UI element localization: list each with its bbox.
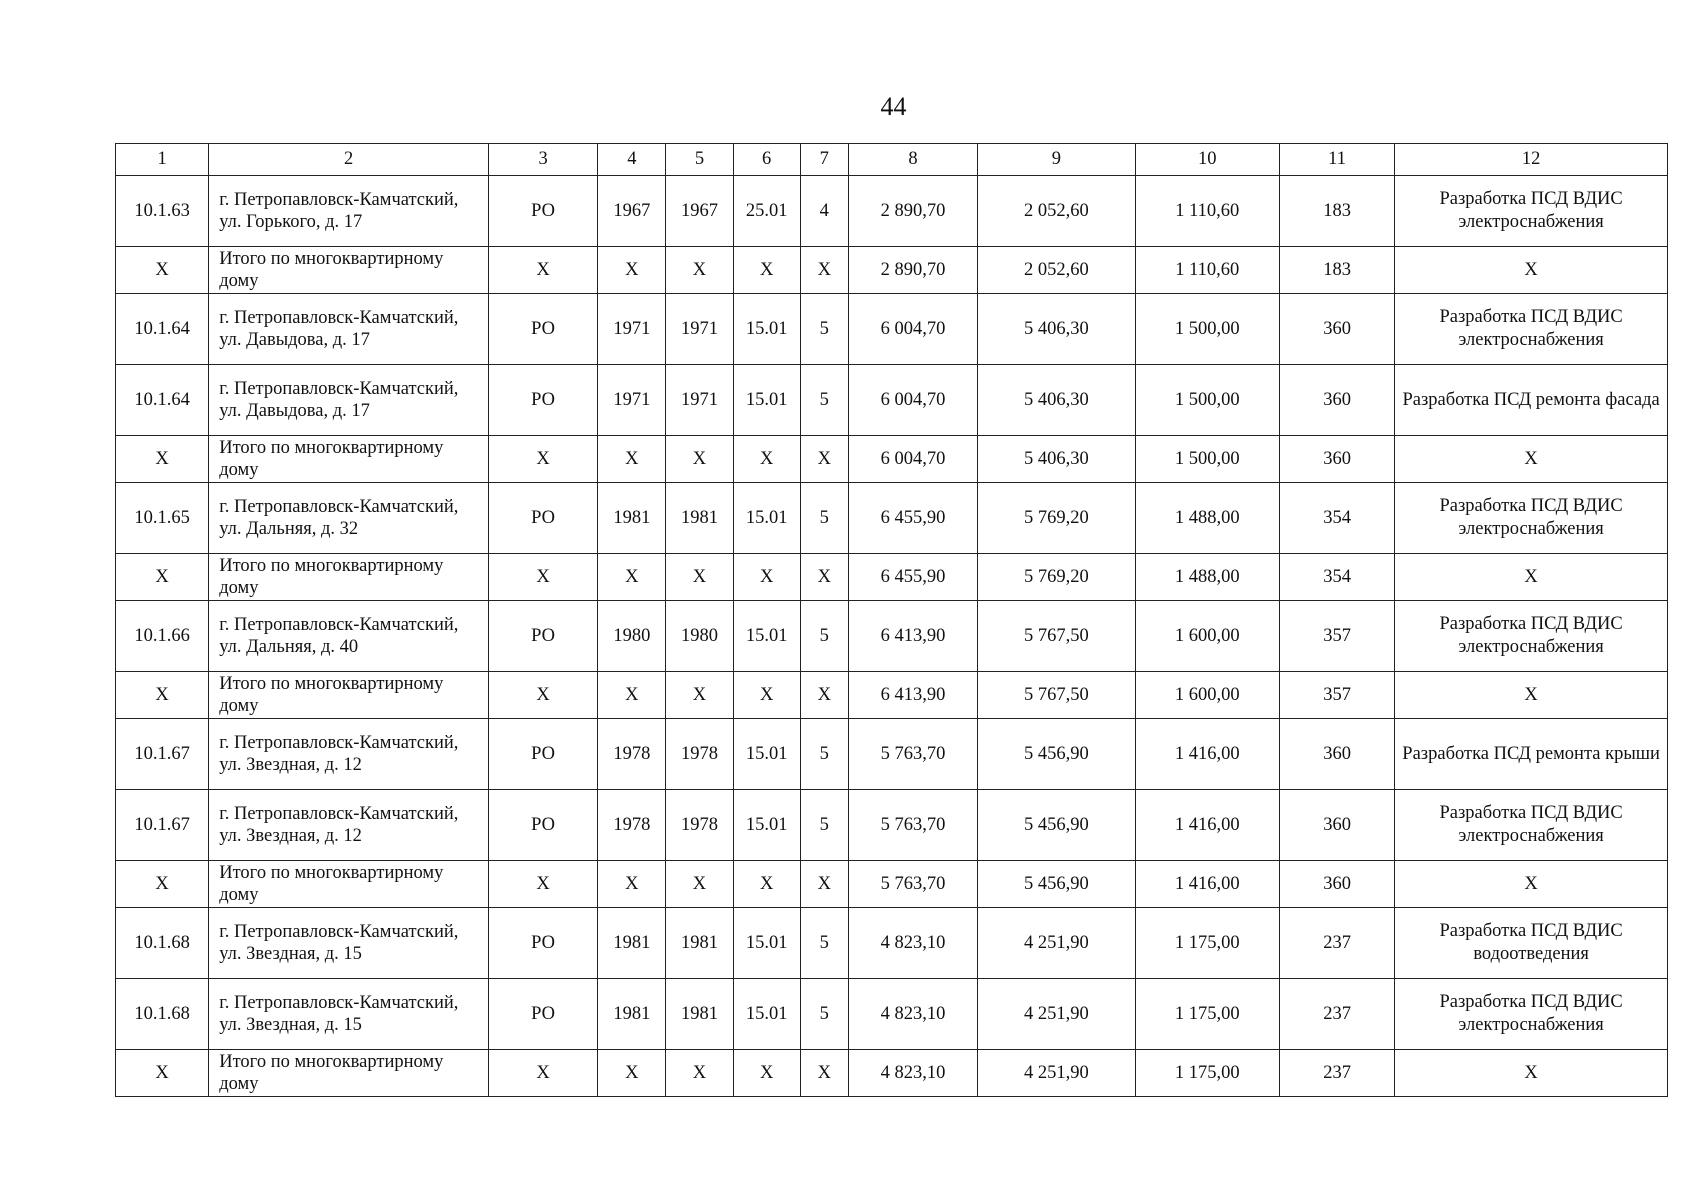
work-type-cell: Разработка ПСД ВДИС электроснабжения bbox=[1395, 294, 1668, 365]
resident-count-cell: 357 bbox=[1279, 672, 1394, 719]
living-area-cell: 5 769,20 bbox=[978, 554, 1135, 601]
subtotal-row bbox=[116, 672, 1668, 719]
wall-material-code-cell: Х bbox=[733, 672, 800, 719]
table-row bbox=[116, 483, 1668, 554]
floor-count-cell: 5 bbox=[800, 601, 848, 672]
column-number: 11 bbox=[1279, 144, 1394, 176]
living-area-cell: 5 456,90 bbox=[978, 719, 1135, 790]
living-area-cell: 5 456,90 bbox=[978, 861, 1135, 908]
program-type-cell: РО bbox=[488, 365, 597, 436]
work-type-cell: Х bbox=[1395, 554, 1668, 601]
house-address-cell: г. Петропавловск-Камчатский, ул. Звездная, д. 15 bbox=[209, 908, 489, 979]
living-area-cell: 4 251,90 bbox=[978, 979, 1135, 1050]
column-number: 8 bbox=[848, 144, 977, 176]
subtotal-row bbox=[116, 436, 1668, 483]
program-type-cell: Х bbox=[488, 436, 597, 483]
year-commissioned-cell: Х bbox=[666, 554, 733, 601]
resident-count-cell: 360 bbox=[1279, 294, 1394, 365]
non-living-area-cell: 1 500,00 bbox=[1135, 294, 1279, 365]
year-commissioned-cell: 1981 bbox=[666, 979, 733, 1050]
subtotal-row bbox=[116, 554, 1668, 601]
wall-material-code-cell: 15.01 bbox=[733, 483, 800, 554]
house-address-cell: г. Петропавловск-Камчатский, ул. Дальняя, д. 32 bbox=[209, 483, 489, 554]
living-area-cell: 2 052,60 bbox=[978, 247, 1135, 294]
column-number: 9 bbox=[978, 144, 1135, 176]
floor-count-cell: 5 bbox=[800, 294, 848, 365]
total-area-cell: 4 823,10 bbox=[848, 908, 977, 979]
year-commissioned-cell: Х bbox=[666, 861, 733, 908]
house-address-cell: Итого по многоквартирному дому bbox=[209, 672, 489, 719]
floor-count-cell: 5 bbox=[800, 979, 848, 1050]
column-number: 5 bbox=[666, 144, 733, 176]
work-type-cell: Разработка ПСД ВДИС электроснабжения bbox=[1395, 176, 1668, 247]
work-type-cell: Х bbox=[1395, 861, 1668, 908]
column-number: 2 bbox=[209, 144, 489, 176]
total-area-cell: 5 763,70 bbox=[848, 790, 977, 861]
non-living-area-cell: 1 488,00 bbox=[1135, 483, 1279, 554]
year-built-cell: 1971 bbox=[598, 294, 666, 365]
item-number-cell: 10.1.66 bbox=[116, 601, 209, 672]
wall-material-code-cell: Х bbox=[733, 247, 800, 294]
column-number-row bbox=[116, 144, 1668, 176]
year-commissioned-cell: 1967 bbox=[666, 176, 733, 247]
program-type-cell: РО bbox=[488, 483, 597, 554]
item-number-cell: 10.1.64 bbox=[116, 294, 209, 365]
work-type-cell: Разработка ПСД ВДИС электроснабжения bbox=[1395, 483, 1668, 554]
floor-count-cell: 5 bbox=[800, 908, 848, 979]
total-area-cell: 6 004,70 bbox=[848, 294, 977, 365]
year-built-cell: Х bbox=[598, 861, 666, 908]
floor-count-cell: Х bbox=[800, 861, 848, 908]
floor-count-cell: Х bbox=[800, 554, 848, 601]
resident-count-cell: 354 bbox=[1279, 483, 1394, 554]
table-header bbox=[116, 144, 1668, 176]
table-row bbox=[116, 908, 1668, 979]
table-row bbox=[116, 176, 1668, 247]
house-address-cell: г. Петропавловск-Камчатский, ул. Давыдова, д. 17 bbox=[209, 294, 489, 365]
total-area-cell: 5 763,70 bbox=[848, 719, 977, 790]
year-commissioned-cell: 1978 bbox=[666, 719, 733, 790]
table-row bbox=[116, 365, 1668, 436]
wall-material-code-cell: 15.01 bbox=[733, 908, 800, 979]
item-number-cell: 10.1.68 bbox=[116, 979, 209, 1050]
column-number: 4 bbox=[598, 144, 666, 176]
year-built-cell: 1980 bbox=[598, 601, 666, 672]
wall-material-code-cell: Х bbox=[733, 861, 800, 908]
program-type-cell: РО bbox=[488, 790, 597, 861]
total-area-cell: 4 823,10 bbox=[848, 1050, 977, 1097]
floor-count-cell: 5 bbox=[800, 719, 848, 790]
house-address-cell: г. Петропавловск-Камчатский, ул. Звездная, д. 12 bbox=[209, 790, 489, 861]
house-address-cell: г. Петропавловск-Камчатский, ул. Горького, д. 17 bbox=[209, 176, 489, 247]
program-type-cell: Х bbox=[488, 1050, 597, 1097]
work-type-cell: Разработка ПСД ВДИС водоотведения bbox=[1395, 908, 1668, 979]
house-address-cell: Итого по многоквартирному дому bbox=[209, 436, 489, 483]
column-number: 1 bbox=[116, 144, 209, 176]
floor-count-cell: Х bbox=[800, 247, 848, 294]
resident-count-cell: 360 bbox=[1279, 436, 1394, 483]
year-commissioned-cell: Х bbox=[666, 1050, 733, 1097]
house-address-cell: г. Петропавловск-Камчатский, ул. Давыдова, д. 17 bbox=[209, 365, 489, 436]
non-living-area-cell: 1 110,60 bbox=[1135, 176, 1279, 247]
work-type-cell: Разработка ПСД ВДИС электроснабжения bbox=[1395, 601, 1668, 672]
total-area-cell: 6 455,90 bbox=[848, 483, 977, 554]
wall-material-code-cell: 15.01 bbox=[733, 294, 800, 365]
living-area-cell: 5 767,50 bbox=[978, 672, 1135, 719]
non-living-area-cell: 1 110,60 bbox=[1135, 247, 1279, 294]
house-address-cell: Итого по многоквартирному дому bbox=[209, 554, 489, 601]
table-row bbox=[116, 790, 1668, 861]
year-built-cell: 1981 bbox=[598, 908, 666, 979]
total-area-cell: 4 823,10 bbox=[848, 979, 977, 1050]
living-area-cell: 5 406,30 bbox=[978, 436, 1135, 483]
resident-count-cell: 360 bbox=[1279, 790, 1394, 861]
column-number: 7 bbox=[800, 144, 848, 176]
item-number-cell: Х bbox=[116, 436, 209, 483]
program-type-cell: РО bbox=[488, 601, 597, 672]
item-number-cell: 10.1.67 bbox=[116, 719, 209, 790]
total-area-cell: 2 890,70 bbox=[848, 176, 977, 247]
program-type-cell: РО bbox=[488, 176, 597, 247]
resident-count-cell: 237 bbox=[1279, 979, 1394, 1050]
living-area-cell: 5 767,50 bbox=[978, 601, 1135, 672]
year-built-cell: Х bbox=[598, 436, 666, 483]
year-built-cell: Х bbox=[598, 247, 666, 294]
table-body bbox=[116, 176, 1668, 1097]
wall-material-code-cell: 15.01 bbox=[733, 601, 800, 672]
column-number: 12 bbox=[1395, 144, 1668, 176]
year-built-cell: 1967 bbox=[598, 176, 666, 247]
living-area-cell: 5 406,30 bbox=[978, 365, 1135, 436]
work-type-cell: Х bbox=[1395, 247, 1668, 294]
column-number: 3 bbox=[488, 144, 597, 176]
repair-program-table bbox=[115, 143, 1668, 1097]
column-number: 10 bbox=[1135, 144, 1279, 176]
column-number: 6 bbox=[733, 144, 800, 176]
program-type-cell: РО bbox=[488, 979, 597, 1050]
resident-count-cell: 360 bbox=[1279, 365, 1394, 436]
non-living-area-cell: 1 416,00 bbox=[1135, 790, 1279, 861]
program-type-cell: Х bbox=[488, 554, 597, 601]
non-living-area-cell: 1 175,00 bbox=[1135, 1050, 1279, 1097]
item-number-cell: 10.1.65 bbox=[116, 483, 209, 554]
program-type-cell: Х bbox=[488, 247, 597, 294]
year-built-cell: 1981 bbox=[598, 979, 666, 1050]
non-living-area-cell: 1 600,00 bbox=[1135, 601, 1279, 672]
living-area-cell: 4 251,90 bbox=[978, 1050, 1135, 1097]
work-type-cell: Х bbox=[1395, 672, 1668, 719]
resident-count-cell: 183 bbox=[1279, 176, 1394, 247]
program-type-cell: Х bbox=[488, 861, 597, 908]
wall-material-code-cell: 25.01 bbox=[733, 176, 800, 247]
non-living-area-cell: 1 500,00 bbox=[1135, 365, 1279, 436]
house-address-cell: г. Петропавловск-Камчатский, ул. Звездная, д. 15 bbox=[209, 979, 489, 1050]
year-commissioned-cell: 1981 bbox=[666, 483, 733, 554]
table-row bbox=[116, 601, 1668, 672]
year-built-cell: 1978 bbox=[598, 719, 666, 790]
resident-count-cell: 360 bbox=[1279, 719, 1394, 790]
subtotal-row bbox=[116, 1050, 1668, 1097]
floor-count-cell: Х bbox=[800, 672, 848, 719]
floor-count-cell: Х bbox=[800, 436, 848, 483]
resident-count-cell: 354 bbox=[1279, 554, 1394, 601]
living-area-cell: 5 406,30 bbox=[978, 294, 1135, 365]
wall-material-code-cell: Х bbox=[733, 436, 800, 483]
year-built-cell: Х bbox=[598, 1050, 666, 1097]
year-built-cell: 1978 bbox=[598, 790, 666, 861]
wall-material-code-cell: Х bbox=[733, 1050, 800, 1097]
program-type-cell: РО bbox=[488, 719, 597, 790]
subtotal-row bbox=[116, 861, 1668, 908]
total-area-cell: 5 763,70 bbox=[848, 861, 977, 908]
total-area-cell: 6 413,90 bbox=[848, 601, 977, 672]
page-number: 44 bbox=[880, 92, 907, 121]
total-area-cell: 2 890,70 bbox=[848, 247, 977, 294]
non-living-area-cell: 1 488,00 bbox=[1135, 554, 1279, 601]
resident-count-cell: 237 bbox=[1279, 1050, 1394, 1097]
non-living-area-cell: 1 416,00 bbox=[1135, 861, 1279, 908]
floor-count-cell: 5 bbox=[800, 790, 848, 861]
resident-count-cell: 237 bbox=[1279, 908, 1394, 979]
living-area-cell: 4 251,90 bbox=[978, 908, 1135, 979]
year-built-cell: Х bbox=[598, 554, 666, 601]
year-commissioned-cell: 1980 bbox=[666, 601, 733, 672]
item-number-cell: 10.1.64 bbox=[116, 365, 209, 436]
living-area-cell: 2 052,60 bbox=[978, 176, 1135, 247]
table-row bbox=[116, 719, 1668, 790]
item-number-cell: Х bbox=[116, 672, 209, 719]
resident-count-cell: 360 bbox=[1279, 861, 1394, 908]
year-commissioned-cell: Х bbox=[666, 247, 733, 294]
year-commissioned-cell: 1981 bbox=[666, 908, 733, 979]
subtotal-row bbox=[116, 247, 1668, 294]
wall-material-code-cell: 15.01 bbox=[733, 790, 800, 861]
year-commissioned-cell: Х bbox=[666, 672, 733, 719]
floor-count-cell: 5 bbox=[800, 365, 848, 436]
year-commissioned-cell: Х bbox=[666, 436, 733, 483]
work-type-cell: Х bbox=[1395, 1050, 1668, 1097]
total-area-cell: 6 413,90 bbox=[848, 672, 977, 719]
total-area-cell: 6 004,70 bbox=[848, 365, 977, 436]
work-type-cell: Разработка ПСД ремонта фасада bbox=[1395, 365, 1668, 436]
year-commissioned-cell: 1978 bbox=[666, 790, 733, 861]
item-number-cell: Х bbox=[116, 1050, 209, 1097]
non-living-area-cell: 1 500,00 bbox=[1135, 436, 1279, 483]
item-number-cell: Х bbox=[116, 861, 209, 908]
floor-count-cell: 5 bbox=[800, 483, 848, 554]
house-address-cell: Итого по многоквартирному дому bbox=[209, 861, 489, 908]
item-number-cell: Х bbox=[116, 554, 209, 601]
living-area-cell: 5 769,20 bbox=[978, 483, 1135, 554]
item-number-cell: 10.1.63 bbox=[116, 176, 209, 247]
living-area-cell: 5 456,90 bbox=[978, 790, 1135, 861]
house-address-cell: Итого по многоквартирному дому bbox=[209, 1050, 489, 1097]
total-area-cell: 6 455,90 bbox=[848, 554, 977, 601]
wall-material-code-cell: 15.01 bbox=[733, 365, 800, 436]
table-row bbox=[116, 294, 1668, 365]
house-address-cell: Итого по многоквартирному дому bbox=[209, 247, 489, 294]
wall-material-code-cell: 15.01 bbox=[733, 719, 800, 790]
year-commissioned-cell: 1971 bbox=[666, 294, 733, 365]
non-living-area-cell: 1 416,00 bbox=[1135, 719, 1279, 790]
work-type-cell: Разработка ПСД ВДИС электроснабжения bbox=[1395, 790, 1668, 861]
non-living-area-cell: 1 600,00 bbox=[1135, 672, 1279, 719]
year-built-cell: 1981 bbox=[598, 483, 666, 554]
item-number-cell: 10.1.67 bbox=[116, 790, 209, 861]
program-type-cell: РО bbox=[488, 294, 597, 365]
resident-count-cell: 183 bbox=[1279, 247, 1394, 294]
program-type-cell: Х bbox=[488, 672, 597, 719]
floor-count-cell: Х bbox=[800, 1050, 848, 1097]
total-area-cell: 6 004,70 bbox=[848, 436, 977, 483]
floor-count-cell: 4 bbox=[800, 176, 848, 247]
house-address-cell: г. Петропавловск-Камчатский, ул. Дальняя, д. 40 bbox=[209, 601, 489, 672]
program-type-cell: РО bbox=[488, 908, 597, 979]
non-living-area-cell: 1 175,00 bbox=[1135, 908, 1279, 979]
work-type-cell: Разработка ПСД ВДИС электроснабжения bbox=[1395, 979, 1668, 1050]
wall-material-code-cell: Х bbox=[733, 554, 800, 601]
resident-count-cell: 357 bbox=[1279, 601, 1394, 672]
table-row bbox=[116, 979, 1668, 1050]
work-type-cell: Разработка ПСД ремонта крыши bbox=[1395, 719, 1668, 790]
year-built-cell: Х bbox=[598, 672, 666, 719]
item-number-cell: Х bbox=[116, 247, 209, 294]
work-type-cell: Х bbox=[1395, 436, 1668, 483]
year-commissioned-cell: 1971 bbox=[666, 365, 733, 436]
item-number-cell: 10.1.68 bbox=[116, 908, 209, 979]
house-address-cell: г. Петропавловск-Камчатский, ул. Звездная, д. 12 bbox=[209, 719, 489, 790]
wall-material-code-cell: 15.01 bbox=[733, 979, 800, 1050]
year-built-cell: 1971 bbox=[598, 365, 666, 436]
non-living-area-cell: 1 175,00 bbox=[1135, 979, 1279, 1050]
